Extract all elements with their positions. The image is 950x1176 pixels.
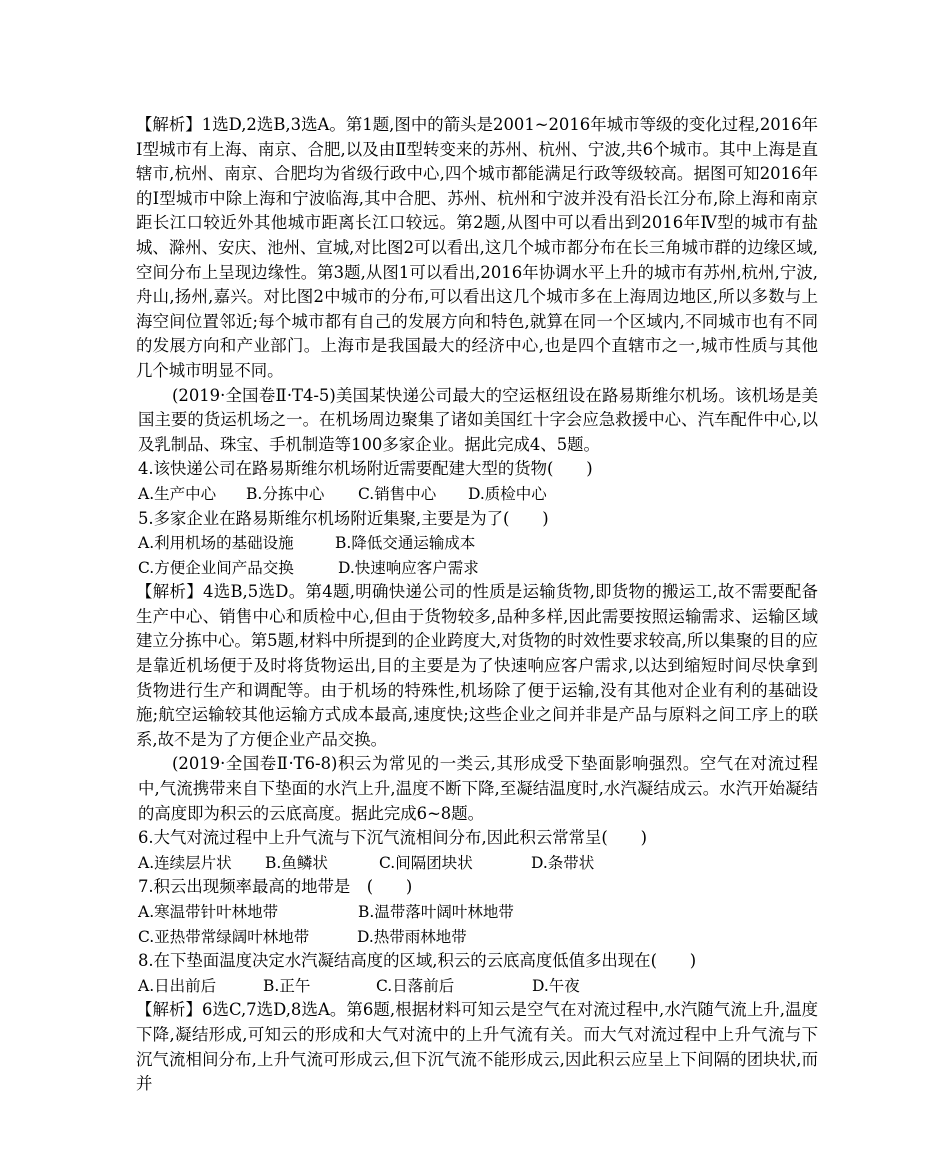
q8-option-d: D.午夜 xyxy=(532,976,580,995)
question-8: 8.在下垫面温度决定水汽凝结高度的区域,积云的云底高度低值多出现在( ) xyxy=(138,951,697,971)
question-7-options-row2 xyxy=(138,925,818,950)
q8-option-b: B.正午 xyxy=(263,976,311,995)
q5-option-a: A.利用机场的基础设施 xyxy=(138,534,294,553)
q7-option-a: A.寒温带针叶林地带 xyxy=(138,903,279,921)
q8-option-c: C.日落前后 xyxy=(376,976,455,995)
material-6-8: (2019·全国卷Ⅱ·T6-8)积云为常见的一类云,其形成受下垫面影响强烈。空气在对流过程中,气流携带来自下垫面的水汽上升,温度不断下降,至凝结温度时,水汽凝结成云。水汽开始凝结的高度即为积云的云底高度。据此完成6~8题。 xyxy=(138,754,818,823)
q7-option-b: B.温带落叶阔叶林地带 xyxy=(358,903,514,921)
question-8-options xyxy=(138,974,818,999)
question-4-options xyxy=(138,482,818,507)
q4-option-d: D.质检中心 xyxy=(468,484,547,503)
q6-option-a: A.连续层片状 xyxy=(138,853,232,872)
q4-option-a: A.生产中心 xyxy=(138,484,217,503)
q5-option-b: B.降低交通运输成本 xyxy=(335,534,476,553)
analysis-6-8: 【解析】6选C,7选D,8选A。第6题,根据材料可知云是空气在对流过程中,水汽随气流上升,温度下降,凝结形成,可知云的形成和大气对流中的上升气流有关。而大气对流过程中上升气流与下沉气流相间分布,上升气流可形成云,但下沉气流不能形成云,因此积云应呈上下间隔的团块状,而并 xyxy=(136,1000,818,1094)
q4-option-c: C.销售中心 xyxy=(358,484,437,503)
q5-option-d: D.快速响应客户需求 xyxy=(338,558,479,577)
question-4: 4.该快递公司在路易斯维尔机场附近需要配建大型的货物( ) xyxy=(138,459,593,479)
question-5-options-row2 xyxy=(138,556,818,581)
document-page xyxy=(138,113,818,1097)
q7-option-d: D.热带雨林地带 xyxy=(357,927,467,946)
q7-option-c: C.亚热带常绿阔叶林地带 xyxy=(138,927,310,946)
question-7: 7.积云出现频率最高的地带是 ( ) xyxy=(138,877,413,897)
material-4-5: (2019·全国卷Ⅱ·T4-5)美国某快递公司最大的空运枢纽设在路易斯维尔机场。该机场是美国主要的货运机场之一。在机场周边聚集了诸如美国红十字会应急救援中心、汽车配件中心,以及乳制品、珠宝、手机制造等100多家企业。据此完成4、5题。 xyxy=(138,385,818,454)
q6-option-d: D.条带状 xyxy=(531,853,595,872)
q4-option-b: B.分拣中心 xyxy=(246,484,325,503)
analysis-4-5: 【解析】4选B,5选D。第4题,明确快递公司的性质是运输货物,即货物的搬运工,故不需要配备生产中心、销售中心和质检中心,但由于货物较多,品种多样,因此需要按照运输需求、运输区域建立分拣中心。第5题,材料中所提到的企业跨度大,对货物的时效性要求较高,所以集聚的目的应是靠近机场便于及时将货物运出,目的主要是为了快速响应客户需求,以达到缩短时间尽快拿到货物进行生产和调配等。由于机场的特殊性,机场除了便于运输,没有其他对企业有利的基础设施;航空运输较其他运输方式成本最高,速度快;这些企业之间并非是产品与原料之间工序上的联系,故不是为了方便企业产品交换。 xyxy=(136,582,818,749)
question-5: 5.多家企业在路易斯维尔机场附近集聚,主要是为了( ) xyxy=(138,508,549,528)
q8-option-a: A.日出前后 xyxy=(138,976,217,995)
question-6: 6.大气对流过程中上升气流与下沉气流相间分布,因此积云常常呈( ) xyxy=(138,828,647,848)
question-7-options-row1 xyxy=(138,900,818,925)
analysis-1-3: 【解析】1选D,2选B,3选A。第1题,图中的箭头是2001~2016年城市等级的变化过程,2016年Ⅰ型城市有上海、南京、合肥,以及由Ⅱ型转变来的苏州、杭州、宁波,共6个城市。其中上海是直辖市,杭州、南京、合肥均为省级行政中心,四个城市都能满足行政等级较高。据图可知2016年的Ⅰ型城市中除上海和宁波临海,其中合肥、苏州、杭州和宁波并没有沿长江分布,除上海和南京距长江口较近外其他城市距离长江口较远。第2题,从图中可以看出到2016年Ⅳ型的城市有盐城、滁州、安庆、池州、宣城,对比图2可以看出,这几个城市都分布在长三角城市群的边缘区域,空间分布上呈现边缘性。第3题,从图1可以看出,2016年协调水平上升的城市有苏州,杭州,宁波,舟山,扬州,嘉兴。对比图2中城市的分布,可以看出这几个城市多在上海周边地区,所以多数与上海空间位置邻近;每个城市都有自己的发展方向和特色,就算在同一个区域内,不同城市也有不同的发展方向和产业部门。上海市是我国最大的经济中心,也是四个直辖市之一,城市性质与其他几个城市明显不同。 xyxy=(136,115,818,380)
q6-option-b: B.鱼鳞状 xyxy=(265,853,328,872)
question-5-options-row1 xyxy=(138,531,818,556)
q5-option-c: C.方便企业间产品交换 xyxy=(138,558,294,577)
q6-option-c: C.间隔团块状 xyxy=(379,853,473,872)
question-6-options xyxy=(138,851,818,876)
